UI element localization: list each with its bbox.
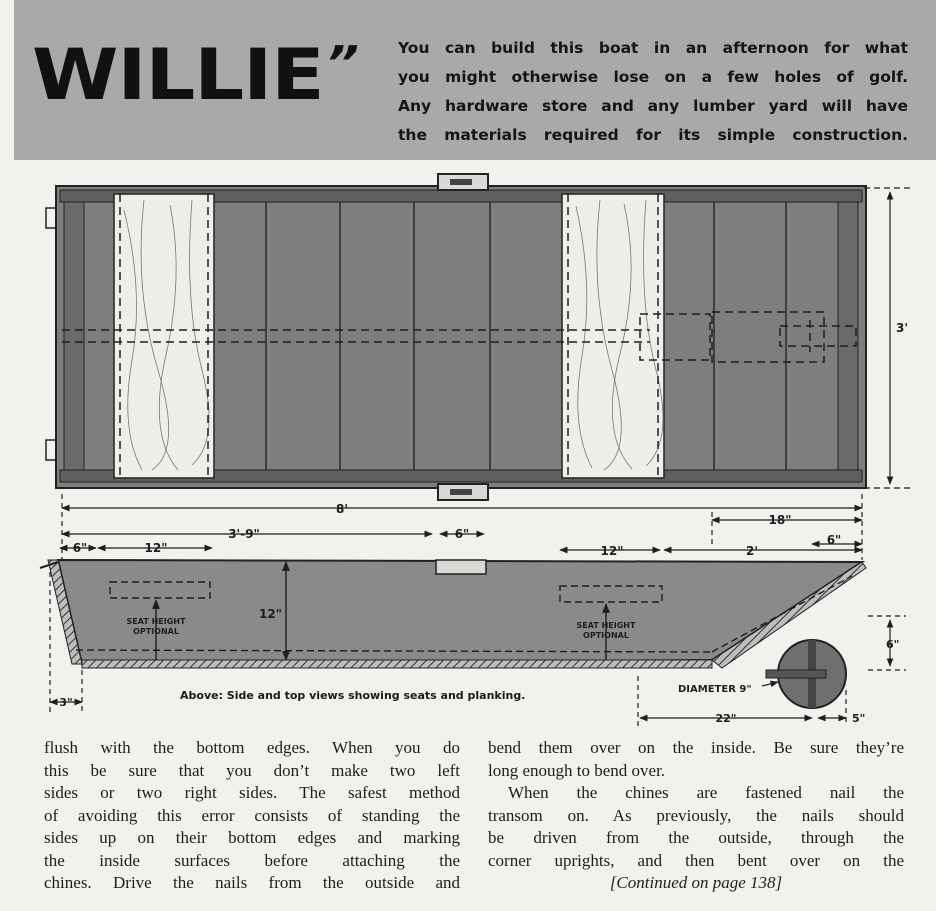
diameter-label: DIAMETER 9" <box>678 684 752 695</box>
dim-length-8ft: 8' <box>335 502 349 516</box>
dim-bottom-5in: 5" <box>852 712 866 725</box>
seat-label-rear: SEAT HEIGHT <box>126 617 186 626</box>
intro-text <box>398 34 908 150</box>
top-view <box>46 174 866 500</box>
body-line: the inside surfaces before attaching the <box>44 850 460 870</box>
side-oarlock <box>436 560 486 574</box>
dim-rear-12in: 12" <box>144 541 168 555</box>
intro-line: Any hardware store and any lumber yard will have <box>398 97 908 115</box>
dim-rear-6in: 6" <box>72 541 88 555</box>
side-view <box>40 560 866 708</box>
seat-label-front-2: OPTIONAL <box>583 631 629 640</box>
dim-fwd-12in: 12" <box>600 544 624 558</box>
figure-caption: Above: Side and top views showing seats and planking. <box>180 689 526 702</box>
boat-plan-drawing <box>0 160 936 740</box>
dim-width-3ft: 3' <box>896 321 909 335</box>
seat-label-rear-2: OPTIONAL <box>133 627 179 636</box>
body-line: be driven from the outside, through the <box>488 828 904 847</box>
intro-line: You can build this boat in an afternoon for what <box>398 39 908 57</box>
seat-label-front: SEAT HEIGHT <box>576 621 636 630</box>
body-line: corner uprights, and then bent over on the <box>488 850 904 870</box>
dim-transom-3in: 3" <box>59 696 73 709</box>
dim-bow-6in: 6" <box>886 638 900 651</box>
dim-oarlock: 6" <box>454 527 470 541</box>
dim-18in: 18" <box>768 513 792 527</box>
body-column-left <box>44 737 460 895</box>
dim-fwd-6in: 6" <box>826 533 842 547</box>
body-line: flush with the bottom edges. When you do <box>44 738 460 757</box>
dim-bottom-22in: 22" <box>715 712 737 725</box>
body-line: sides up on their bottom edges and marking <box>44 828 460 847</box>
body-line: sides or two right sides. The safest method <box>44 783 460 802</box>
intro-line: the materials required for its simple construction. <box>398 126 908 144</box>
dim-height-12in: 12" <box>259 607 282 621</box>
dim-seat-distance: 3'-9" <box>228 527 260 541</box>
body-line: When the chines are fastened nail the <box>508 783 904 802</box>
dim-fwd-2ft: 2' <box>745 544 759 558</box>
body-line: long enough to bend over. <box>488 760 666 780</box>
continued-link[interactable]: [Continued on page 138] <box>609 873 783 892</box>
body-line: this be sure that you don’t make two left <box>44 760 460 780</box>
body-line: transom on. As previously, the nails should <box>488 805 904 825</box>
body-line: of avoiding this error consists of standing the <box>44 805 460 825</box>
intro-line: you might otherwise lose on a few holes of golf. <box>398 68 908 86</box>
article-title: WILLIE” <box>32 34 358 116</box>
body-line: bend them over on the inside. Be sure they’re <box>488 738 904 757</box>
body-line: chines. Drive the nails from the outside and <box>44 873 460 892</box>
rear-seat-top <box>114 194 214 478</box>
body-column-right <box>488 737 904 895</box>
